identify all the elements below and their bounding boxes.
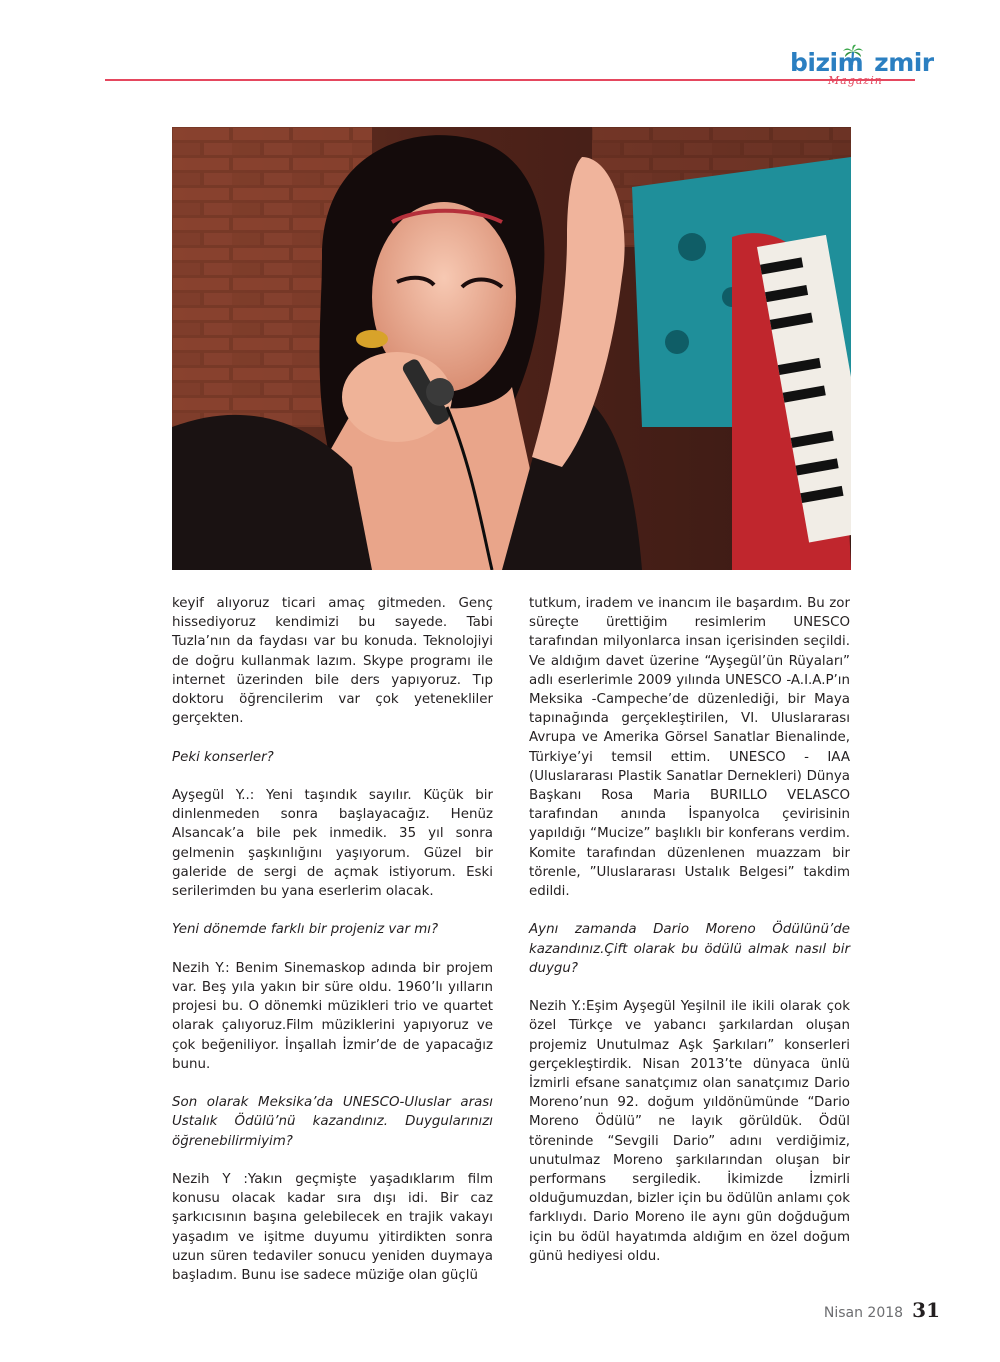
logo-word: bizim zmir: [790, 48, 934, 77]
interview-question: Yeni dönemde farklı bir projeniz var mı?: [172, 922, 439, 938]
palm-tree-icon: [842, 44, 864, 66]
page-number: 31: [912, 1298, 940, 1322]
singer-with-microphone-photo: [172, 127, 851, 570]
right-text-column: [529, 594, 850, 1285]
paragraph: Nezih Y.: Benim Sinemaskop adında bir projem var. Beş yıla yakın bir süre oldu. 1960’lı yılların projesi bu. O dönemki müzikleri trio ve quartet olarak çalıyoruz.Film müziklerini yapıyoruz ve çok beğeniliyor. İnşallah İzmir’de de yapacağız bunu.: [172, 960, 493, 1072]
paragraph: keyif alıyoruz ticari amaç gitmeden. Genç hissediyoruz kendimizi bu sayede. Tabi Tuzla’nın da faydası var bu konuda. Teknolojiyi de doğru kullanmak lazım. Skype programı ile internet üzerinden bile ders yapıyoruz. Tıp doktoru öğrencilerim var çok yetenekliler gerçekten.: [172, 596, 493, 727]
left-text-column: [172, 594, 493, 1304]
paragraph: tutkum, iradem ve inancım ile başardım. Bu zor süreçte ürettiğim resimlerim UNESCO tarafından milyonlarca insan içerisinden seçildi. Ve aldığım davet üzerine “Ayşegül’ün Rüyaları” adlı eserlerimle 2009 yılında UNESCO -A.I.A.P’ın Meksika -Campeche’de düzenlediği, bir Maya tapınağında gerçekleştirilen, VI. Uluslararası Avrupa ve Amerika Görsel Sanatlar Bienalinde, Türkiye’yi temsil ettim. UNESCO - IAA (Uluslararası Plastik Sanatlar Dernekleri) Dünya Başkanı Rosa Maria BURILLO VELASCO tarafından anında İspanyolca çevirisinin yapıldığı “Mucize” başlıklı bir konferans verdim. Komite tarafından düzenlenen muazzam bir törenle, ”Uluslararası Ustalık Belgesi” takdim edildi.: [529, 596, 850, 900]
interview-question: Son olarak Meksika’da UNESCO-Uluslar arası Ustalık Ödülü’nü kazandınız. Duygularınızı öğrenebilirmiyim?: [172, 1095, 493, 1149]
paragraph: Ayşegül Y..: Yeni taşındık sayılır. Küçük bir dinlenmeden sonra başlayacağız. Henüz Alsancak’a bile pek inmedik. 35 yıl sonra gelmenin şaşkınlığını yaşıyorum. Güzel bir galeride de sergi de açmak istiyorum. Eski serilerimden bu yana eserlerim olacak.: [172, 788, 493, 900]
logo-tagline: Magazin: [828, 74, 883, 87]
magazine-logo[interactable]: [790, 44, 934, 92]
paragraph: Nezih Y.:Eşim Ayşegül Yeşilnil ile ikili olarak çok özel Türkçe ve yabancı şarkılardan oluşan projemiz Unutulmaz Aşk Şarkıları” konserleri gerçekleştirdik. Nisan 2013’te dünyaca ünlü İzmirli efsane sanatçımız olan sanatçımız Dario Moreno’nun 92. doğum yıldönümünde “Dario Moreno Ödülü” ne layık görüldük. Ödül töreninde “Sevgili Dario” adını verdiğimiz, unutulmaz Moreno şarkılarından oluşan bir performans sergiledik. İkimizde İzmirli olduğumuzdan, bizler için bu ödülün anlamı çok farklıydı. Dario Moreno ile aynı gün doğduğum için bu ödül hayatımda aldığım en özel doğum günü hediyesi oldu.: [529, 999, 850, 1264]
page-footer: [824, 1298, 940, 1322]
interview-question: Aynı zamanda Dario Moreno Ödülünü’de kazandınız.Çift olarak bu ödülü almak nasıl bir duygu?: [529, 922, 850, 976]
paragraph: Nezih Y :Yakın geçmişte yaşadıklarım film konusu olacak kadar sıra dışı idi. Bir caz şarkıcısının başına gelebilecek en trajik vakayı yaşadım ve işitme duyumu yitirdikten sonra uzun süren tedaviler sonucu yeniden duymaya başladım. Bunu ise sadece müziğe olan güçlü: [172, 1172, 493, 1284]
interview-question: Peki konserler?: [172, 749, 274, 765]
issue-date: Nisan 2018: [823, 1305, 904, 1321]
